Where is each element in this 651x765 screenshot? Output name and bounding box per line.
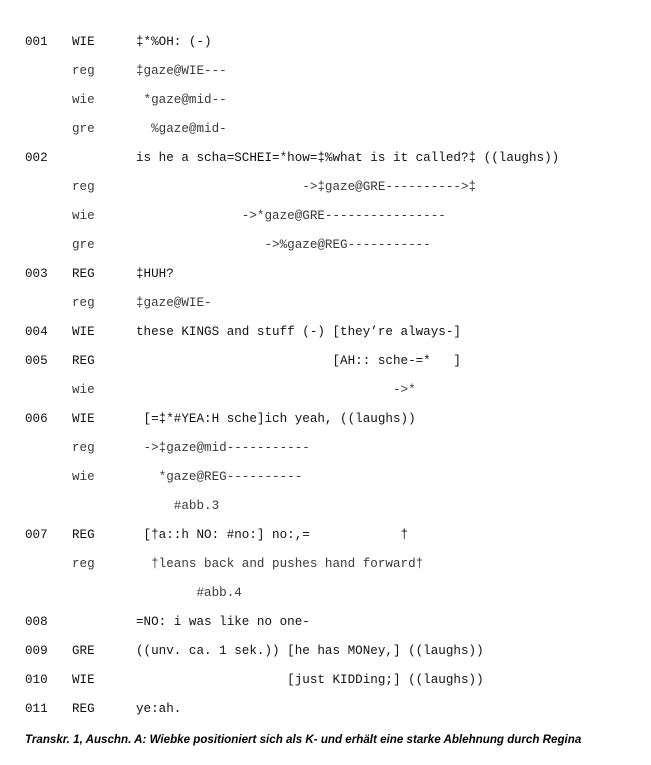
line-number: 005 (25, 354, 48, 368)
speaker-label: gre (72, 238, 95, 252)
line-number: 004 (25, 325, 48, 339)
line-number: 006 (25, 412, 48, 426)
transcript-utterance-line (0, 695, 651, 724)
transcript-annotation-line (0, 434, 651, 463)
transcript-annotation-line (0, 86, 651, 115)
line-number: 009 (25, 644, 48, 658)
line-number: 008 (25, 615, 48, 629)
line-text: ((unv. ca. 1 sek.)) [he has MONey,] ((laughs)) (136, 644, 484, 658)
line-number: 003 (25, 267, 48, 281)
transcript-annotation-line (0, 202, 651, 231)
transcript-annotation-line (0, 173, 651, 202)
speaker-label: GRE (72, 644, 95, 658)
transcript-annotation-line (0, 463, 651, 492)
transcript-annotation-line (0, 492, 651, 521)
line-text: #abb.3 (136, 499, 220, 513)
transcript-utterance-line (0, 637, 651, 666)
transcript-utterance-line (0, 666, 651, 695)
line-number: 007 (25, 528, 48, 542)
speaker-label: wie (72, 383, 95, 397)
speaker-label: WIE (72, 325, 95, 339)
line-text: [just KIDDing;] ((laughs)) (136, 673, 484, 687)
figure-caption: Transkr. 1, Auschn. A: Wiebke positioniert sich als K- und erhält eine starke Ablehnung durch Regina (25, 733, 582, 746)
line-number: 011 (25, 702, 48, 716)
line-text: *gaze@REG---------- (136, 470, 303, 484)
transcript-annotation-line (0, 115, 651, 144)
speaker-label: reg (72, 557, 95, 571)
transcript-utterance-line (0, 405, 651, 434)
line-text: is he a scha=SCHEI=*how=‡%what is it called?‡ ((laughs)) (136, 151, 560, 165)
transcript-utterance-line (0, 347, 651, 376)
speaker-label: reg (72, 296, 95, 310)
line-text: %gaze@mid- (136, 122, 227, 136)
speaker-label: gre (72, 122, 95, 136)
line-number: 010 (25, 673, 48, 687)
speaker-label: wie (72, 93, 95, 107)
speaker-label: reg (72, 180, 95, 194)
line-text: =NO: i was like no one- (136, 615, 310, 629)
line-text: #abb.4 (136, 586, 242, 600)
speaker-label: WIE (72, 412, 95, 426)
speaker-label: reg (72, 64, 95, 78)
transcript-utterance-line (0, 608, 651, 637)
transcript-annotation-line (0, 289, 651, 318)
line-text: [AH:: sche-=* ] (136, 354, 461, 368)
speaker-label: REG (72, 528, 95, 542)
line-text: these KINGS and stuff (-) [they’re always-] (136, 325, 461, 339)
line-number: 002 (25, 151, 48, 165)
line-text: ‡gaze@WIE--- (136, 64, 227, 78)
line-text: ->‡gaze@mid----------- (136, 441, 310, 455)
speaker-label: WIE (72, 35, 95, 49)
speaker-label: reg (72, 441, 95, 455)
transcript-annotation-line (0, 550, 651, 579)
line-text: ‡HUH? (136, 267, 174, 281)
line-text: ‡gaze@WIE- (136, 296, 212, 310)
line-text: ->*gaze@GRE---------------- (136, 209, 446, 223)
line-text: ye:ah. (136, 702, 182, 716)
speaker-label: WIE (72, 673, 95, 687)
speaker-label: wie (72, 470, 95, 484)
transcript-utterance-line (0, 521, 651, 550)
transcript-utterance-line (0, 260, 651, 289)
speaker-label: REG (72, 267, 95, 281)
line-text: †leans back and pushes hand forward† (136, 557, 424, 571)
line-text: [†a::h NO: #no:] no:,= † (136, 528, 409, 542)
line-text: ->%gaze@REG----------- (136, 238, 431, 252)
line-text: ->‡gaze@GRE---------->‡ (136, 180, 477, 194)
speaker-label: REG (72, 702, 95, 716)
transcript-annotation-line (0, 579, 651, 608)
speaker-label: REG (72, 354, 95, 368)
line-number: 001 (25, 35, 48, 49)
line-text: ->* (136, 383, 416, 397)
speaker-label: wie (72, 209, 95, 223)
transcript-annotation-line (0, 376, 651, 405)
transcript-utterance-line (0, 318, 651, 347)
transcript-annotation-line (0, 231, 651, 260)
transcript-utterance-line (0, 28, 651, 57)
transcript-utterance-line (0, 144, 651, 173)
line-text: ‡*%OH: (-) (136, 35, 212, 49)
line-text: [=‡*#YEA:H sche]ich yeah, ((laughs)) (136, 412, 416, 426)
transcript-annotation-line (0, 57, 651, 86)
line-text: *gaze@mid-- (136, 93, 227, 107)
